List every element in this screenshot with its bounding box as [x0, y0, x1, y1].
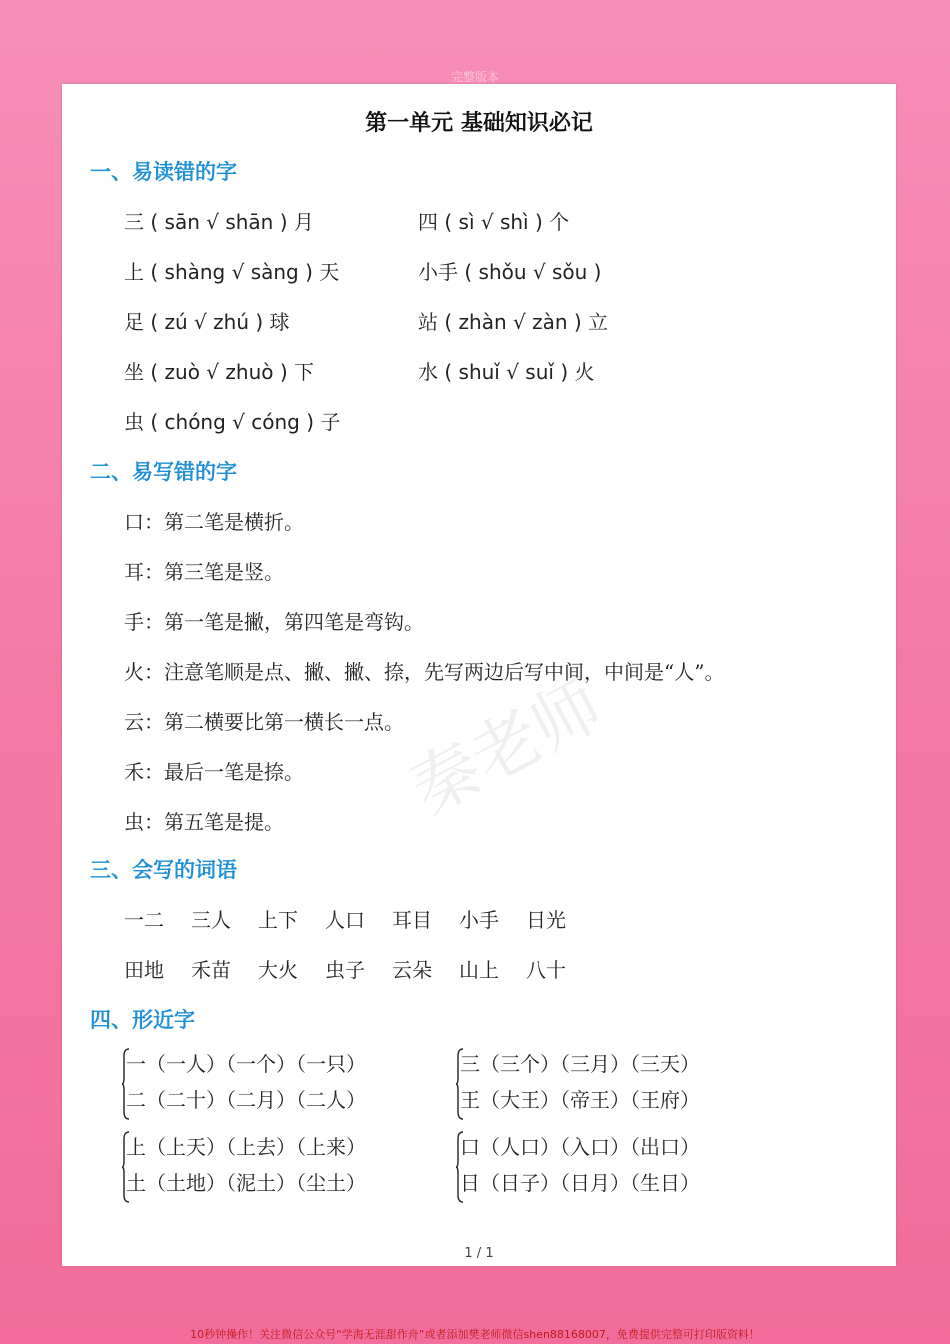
pinyin-tail: 火	[574, 360, 595, 384]
watermark: 秦老师	[398, 665, 616, 831]
pinyin-char: 足	[124, 310, 144, 334]
section-heading-4: 四、形近字	[90, 1008, 195, 1032]
word: 三人	[191, 908, 231, 932]
word: 日光	[526, 908, 566, 932]
word: 八十	[526, 958, 566, 982]
similar-char-line: 三（三个）（三月）（三天）	[460, 1052, 700, 1076]
pinyin-char: 三	[124, 210, 144, 234]
word: 人口	[325, 908, 365, 932]
pinyin-char: 水	[418, 360, 438, 384]
pinyin-item	[124, 306, 290, 335]
pinyin-choice: ( chóng √ cóng )	[150, 410, 315, 434]
pinyin-choice: ( sān √ shān )	[150, 210, 288, 234]
section-heading-2: 二、易写错的字	[90, 460, 237, 484]
page-title: 第一单元 基础知识必记	[365, 111, 593, 136]
stroke-note: 云：第二横要比第一横长一点。	[124, 710, 404, 734]
similar-char-group	[456, 1129, 776, 1205]
pinyin-choice: ( zuò √ zhuò )	[150, 360, 288, 384]
word: 耳目	[392, 908, 432, 932]
similar-char-line: 日（日子）（日月）（生日）	[460, 1171, 700, 1195]
pinyin-item	[124, 406, 340, 435]
pinyin-item	[124, 256, 339, 285]
pinyin-item	[418, 306, 608, 335]
pinyin-choice: ( shàng √ sàng )	[150, 260, 313, 284]
pinyin-char: 坐	[124, 360, 144, 384]
pinyin-choice: ( shuǐ √ suǐ )	[444, 360, 569, 384]
similar-char-line: 二（二十）（二月）（二人）	[126, 1088, 366, 1112]
pinyin-choice: ( zú √ zhú )	[150, 310, 264, 334]
similar-char-line: 土（土地）（泥土）（尘土）	[126, 1171, 366, 1195]
stroke-note: 禾：最后一笔是捺。	[124, 760, 304, 784]
pinyin-choice: ( shǒu √ sǒu )	[464, 260, 602, 284]
pinyin-tail: 子	[320, 410, 341, 434]
pinyin-item	[418, 356, 594, 385]
similar-char-group	[122, 1046, 442, 1122]
stroke-note: 虫：第五笔是提。	[124, 810, 284, 834]
pinyin-tail: 个	[549, 210, 570, 234]
pinyin-item	[418, 256, 601, 285]
word: 上下	[258, 908, 298, 932]
pinyin-char: 四	[418, 210, 438, 234]
pinyin-char: 虫	[124, 410, 144, 434]
footer-promo-note: 10秒钟操作！关注微信公众号“学海无涯甜作舟”或者添加樊老师微信shen88168007，免费提供完整可打印版资料！	[190, 1328, 760, 1341]
pinyin-char: 上	[124, 260, 144, 284]
pinyin-char: 小手	[418, 260, 458, 284]
word: 虫子	[325, 958, 365, 982]
section-heading-3: 三、会写的词语	[90, 858, 237, 882]
word: 小手	[459, 908, 499, 932]
similar-char-group	[122, 1129, 442, 1205]
similar-char-line: 王（大王）（帝王）（王府）	[460, 1088, 700, 1112]
stroke-note: 口：第二笔是横折。	[124, 510, 304, 534]
pinyin-tail: 下	[294, 360, 314, 384]
stroke-note: 耳：第三笔是竖。	[124, 560, 284, 584]
pinyin-tail: 球	[269, 310, 290, 334]
pinyin-tail: 天	[319, 260, 340, 284]
section-heading-1: 一、易读错的字	[90, 160, 237, 184]
stroke-note: 手：第一笔是撇，第四笔是弯钩。	[124, 610, 424, 634]
similar-char-line: 一（一人）（一个）（一只）	[126, 1052, 366, 1076]
pinyin-item	[124, 206, 314, 235]
pinyin-tail: 立	[588, 310, 609, 334]
similar-char-group	[456, 1046, 776, 1122]
top-note: 完整版本	[450, 70, 499, 84]
word: 山上	[459, 958, 499, 982]
pinyin-choice: ( zhàn √ zàn )	[444, 310, 582, 334]
word: 禾苗	[191, 958, 231, 982]
pinyin-item	[418, 206, 569, 235]
pinyin-tail: 月	[293, 210, 314, 234]
pinyin-item	[124, 356, 314, 385]
similar-char-line: 上（上天）（上去）（上来）	[126, 1135, 366, 1159]
pinyin-choice: ( sì √ shì )	[444, 210, 543, 234]
word: 一二	[124, 908, 164, 932]
pinyin-char: 站	[418, 310, 438, 334]
similar-char-line: 口（人口）（入口）（出口）	[460, 1135, 700, 1159]
word: 大火	[258, 958, 298, 982]
page-number: 1 / 1	[464, 1246, 494, 1261]
word: 云朵	[392, 958, 432, 982]
document-page	[62, 84, 896, 1266]
word: 田地	[124, 958, 164, 982]
stroke-note: 火：注意笔顺是点、撇、撇、捺，先写两边后写中间，中间是“人”。	[124, 660, 725, 684]
